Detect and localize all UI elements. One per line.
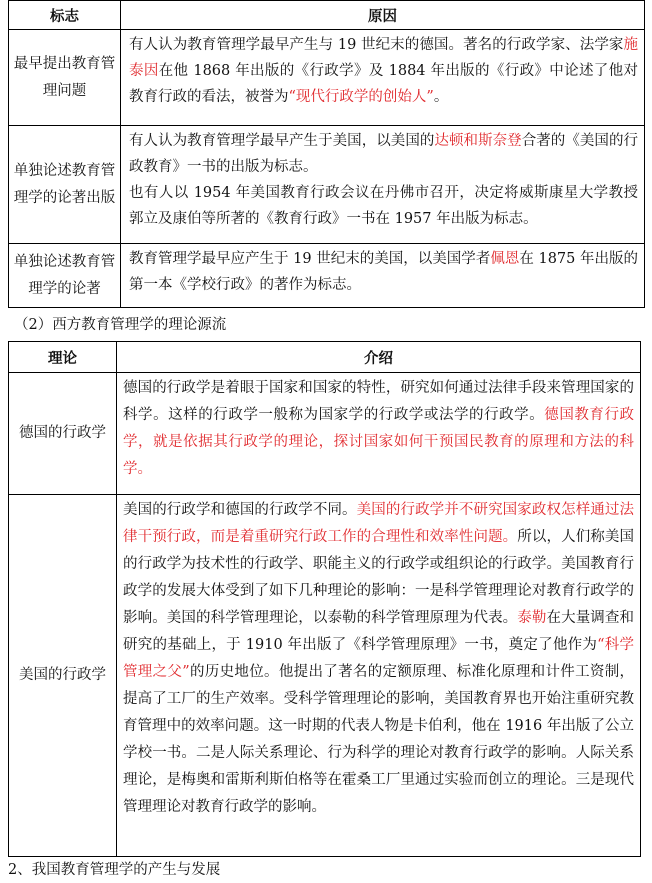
highlight-text: 泰勒 — [517, 610, 547, 626]
table-row — [9, 126, 645, 244]
body-text: 的历史地位。他提出了著名的定额原理、标准化原理和计件工资制，提高了工厂的生产效率。受科学管理理论的影响，美国教育界也开始注重研究教育管理中的效率问题。这一时期的代表人物是卡伯利，他在 1916 年出版了公立学校一书。二是人际关系理论、行为科学的理论对教育行政学的影响。人际关系理论，是梅奥和雷斯利斯伯格等在霍桑工厂里通过实验而创立的理论。三是现代管理理论对教育行政学的影响。 — [123, 664, 635, 815]
row-label: 最早提出教育管理问题 — [9, 30, 121, 126]
row-body — [121, 30, 645, 126]
highlight-text: “现代行政学的创始人” — [288, 89, 434, 105]
body-text: 在他 1868 年出版的《行政学》及 1884 年出版的《行政》中论述了他对教育行政的看法，被誉为 — [129, 63, 638, 105]
paragraph — [123, 497, 634, 821]
paragraph — [123, 375, 634, 483]
table-row — [9, 30, 645, 126]
body-text: 所以，人们称美国的行政学为技术性的行政学、职能主义的行政学或组织论的行政学。美国教育行政学的发展大体受到了如下几种理论的影响：一是科学管理理论对教育行政学的影响。美国的科学管理理论，以泰勒的科学管理原理为代表。 — [123, 529, 635, 626]
body-text: 有人认为教育管理学最早产生与 19 世纪末的德国。著名的行政学家、法学家 — [129, 37, 624, 53]
row-label: 单独论述教育管理学的论著出版 — [9, 126, 121, 244]
highlight-text: 德国教育行政学，就是依据其行政学的理论，探讨国家如何干预国民教育的原理和方法的科学。 — [123, 407, 635, 477]
body-text: 美国的行政学和德国的行政学不同。 — [123, 502, 357, 518]
highlight-text: “科学管理之父” — [123, 637, 634, 680]
body-text: 。 — [433, 89, 449, 105]
header-intro: 介绍 — [117, 342, 641, 373]
row-label: 德国的行政学 — [9, 373, 117, 495]
theory-table — [8, 341, 641, 857]
table-row — [9, 495, 641, 857]
table-row — [9, 373, 641, 495]
paragraph — [129, 246, 638, 298]
body-text: 在 1875 年出版的第一本《学校行政》的著作为标志。 — [129, 251, 639, 293]
body-text: 合著的《美国的行政教育》一书的出版为标志。 — [129, 133, 639, 175]
highlight-text: 美国的行政学并不研究国家政权怎样通过法律干预行政，而是着重研究行政工作的合理性和效率性问题。 — [123, 502, 635, 545]
highlight-text: 达顿和斯奈登 — [434, 133, 522, 149]
row-label: 单独论述教育管理学的论著 — [9, 244, 121, 308]
paragraph — [129, 180, 638, 232]
header-sign: 标志 — [9, 1, 121, 30]
row-body — [117, 495, 641, 857]
paragraph — [129, 32, 638, 110]
body-text: 在大量调查和研究的基础上，于 1910 年出版了《科学管理原理》一书，奠定了他作为 — [123, 610, 635, 653]
body-text: 德国的行政学是着眼于国家和国家的特性，研究如何通过法律手段来管理国家的科学。这样的行政学一般称为国家学的行政学或法学的行政学。 — [123, 380, 634, 423]
highlight-text: 佩恩 — [490, 251, 520, 267]
header-theory: 理论 — [9, 342, 117, 373]
body-text: 有人认为教育管理学最早产生于美国，以美国的 — [129, 133, 435, 149]
row-body — [121, 244, 645, 308]
row-body — [117, 373, 641, 495]
origin-table — [8, 0, 645, 308]
row-label: 美国的行政学 — [9, 495, 117, 857]
section-caption: （2）西方教育管理学的理论源流 — [14, 317, 227, 333]
body-text: 教育管理学最早应产生于 19 世纪末的美国，以美国学者 — [129, 251, 491, 267]
highlight-text: 施泰因 — [129, 37, 638, 79]
header-reason: 原因 — [121, 1, 645, 30]
body-text: 也有人以 1954 年美国教育行政会议在丹佛市召开，决定将威斯康星大学教授郭立及康伯等所著的《教育行政》一书在 1957 年出版为标志。 — [129, 185, 638, 227]
paragraph — [129, 128, 638, 180]
origin-table-header — [9, 1, 645, 30]
theory-table-header — [9, 342, 641, 373]
row-body — [121, 126, 645, 244]
section-heading: 2、我国教育管理学的产生与发展 — [8, 862, 221, 878]
table-row — [9, 244, 645, 308]
